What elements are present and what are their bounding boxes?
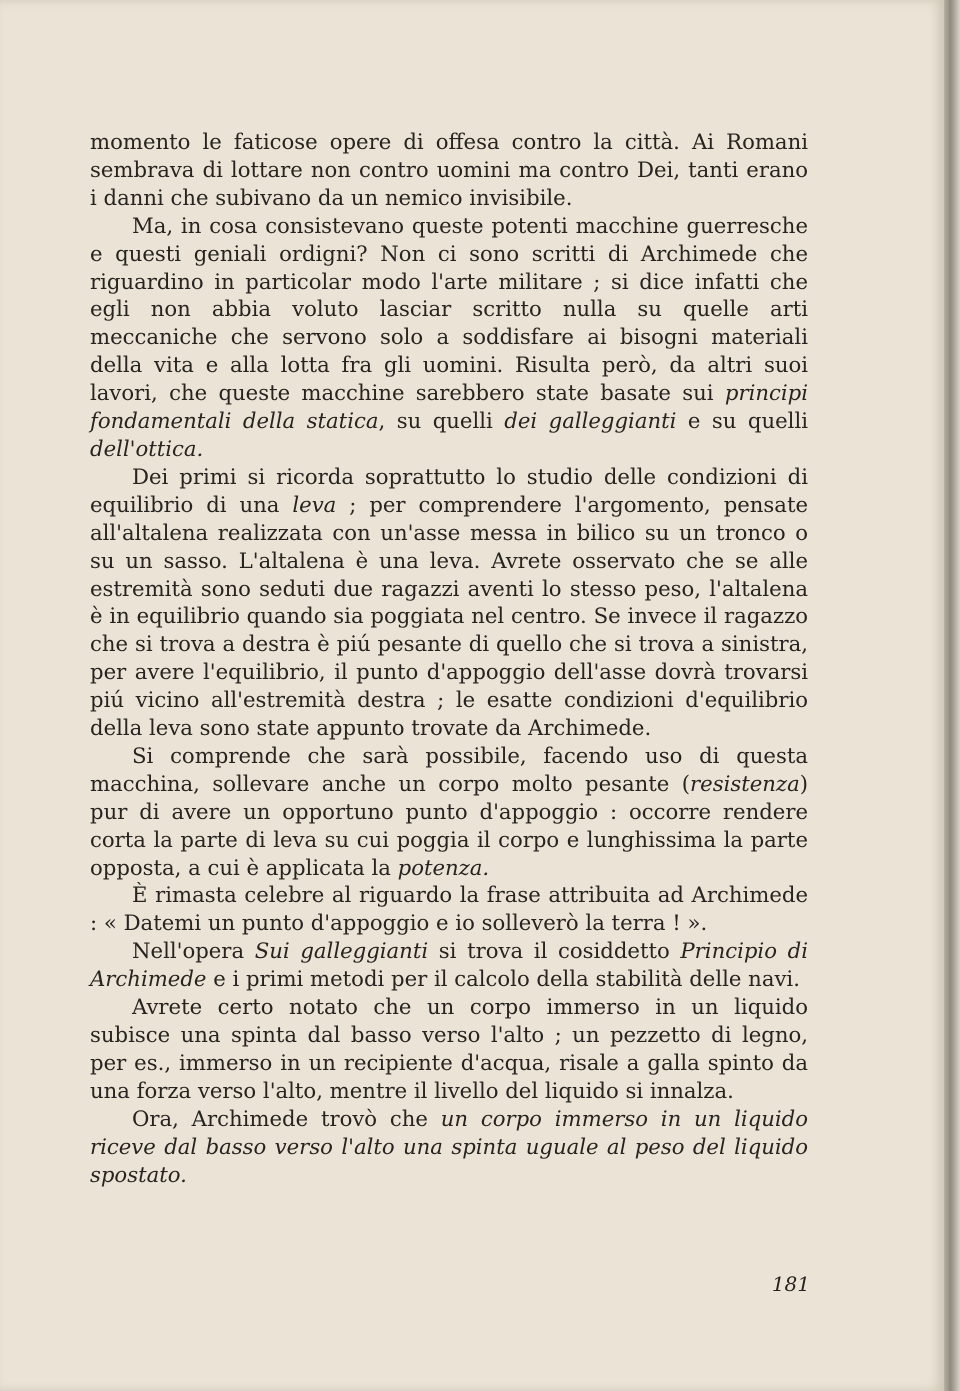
- text-run: Nell'opera: [132, 938, 255, 964]
- text-run: e i primi metodi per il calcolo della stabilità delle navi.: [206, 966, 800, 992]
- paragraph: [90, 463, 808, 742]
- italic-text: potenza.: [397, 854, 490, 880]
- paragraph: [90, 937, 808, 993]
- text-run: Avrete certo notato che un corpo immerso in un liquido subisce una spinta dal basso verso l'alto ; un pezzetto di legno, per es., immerso in un recipiente d'acqua, risale a galla spinto da una forza verso l'alto, mentre il livello del liquido si innalza.: [90, 994, 808, 1103]
- italic-text: Principio di Archimede: [90, 938, 808, 992]
- text-run: e su quelli: [676, 408, 808, 434]
- text-run: È rimasta celebre al riguardo la frase attribuita ad Archimede : « Datemi un punto d'appoggio e io solleverò la terra ! ».: [90, 882, 808, 936]
- book-page-edge: [944, 0, 960, 1391]
- text-run: si trova il cosiddetto: [428, 938, 681, 964]
- paragraph: [90, 212, 808, 463]
- italic-text: principi fondamentali della statica: [90, 380, 808, 434]
- paragraph: [90, 128, 808, 212]
- page-number: 181: [771, 1272, 810, 1296]
- paragraph: [90, 881, 808, 937]
- paragraph: [90, 993, 808, 1105]
- text-run: , su quelli: [378, 408, 505, 434]
- italic-text: Sui galleggianti: [254, 938, 429, 964]
- italic-text: un corpo immerso in un liquido riceve dal basso verso l'alto una spinta uguale al peso del liquido spostato.: [90, 1105, 808, 1187]
- paragraph: [90, 1105, 808, 1189]
- text-run: momento le faticose opere di offesa contro la città. Ai Romani sembrava di lottare non contro uomini ma contro Dei, tanti erano i danni che subivano da un nemico invisibile.: [90, 129, 808, 210]
- text-run: ; per comprendere l'argomento, pensate all'altalena realizzata con un'asse messa in bilico su un tronco o su un sasso. L'altalena è una leva. Avrete osservato che se alle estremità sono seduti due ragazzi aventi lo stesso peso, l'altalena è in equilibrio quando sia poggiata nel centro. Se invece il ragazzo che si trova a destra è piú pesante di quello che si trova a sinistra, per avere l'equilibrio, il punto d'appoggio dell'asse dovrà trovarsi piú vicino all'estremità destra ; le esatte condizioni d'equilibrio della leva sono state appunto trovate da Archimede.: [90, 491, 808, 741]
- text-run: Ma, in cosa consistevano queste potenti macchine guerresche e questi geniali ordigni? Non ci sono scritti di Archimede che riguardino in particolar modo l'arte militare ; si dice infatti che egli non abbia voluto lasciar scritto nulla su quelle arti meccaniche che servono solo a soddisfare ai bisogni materiali della vita e alla lotta fra gli uomini. Risulta però, da altri suoi lavori, che queste macchine sarebbero state basate sui: [90, 212, 808, 406]
- italic-text: leva: [292, 491, 337, 517]
- italic-text: dei galleggianti: [504, 408, 677, 434]
- body-text: [90, 128, 808, 1188]
- paragraph: [90, 742, 808, 882]
- italic-text: dell'ottica.: [90, 435, 204, 461]
- italic-text: resistenza: [690, 770, 800, 796]
- text-run: Si comprende che sarà possibile, facendo uso di questa macchina, sollevare anche un corpo molto pesante (: [90, 742, 808, 796]
- text-run: ) pur di avere un opportuno punto d'appoggio : occorre rendere corta la parte di leva su cui poggia il corpo e lunghissima la parte opposta, a cui è applicata la: [90, 770, 808, 880]
- text-run: Dei primi si ricorda soprattutto lo studio delle condizioni di equilibrio di una: [90, 463, 808, 517]
- text-run: Ora, Archimede trovò che: [132, 1105, 441, 1131]
